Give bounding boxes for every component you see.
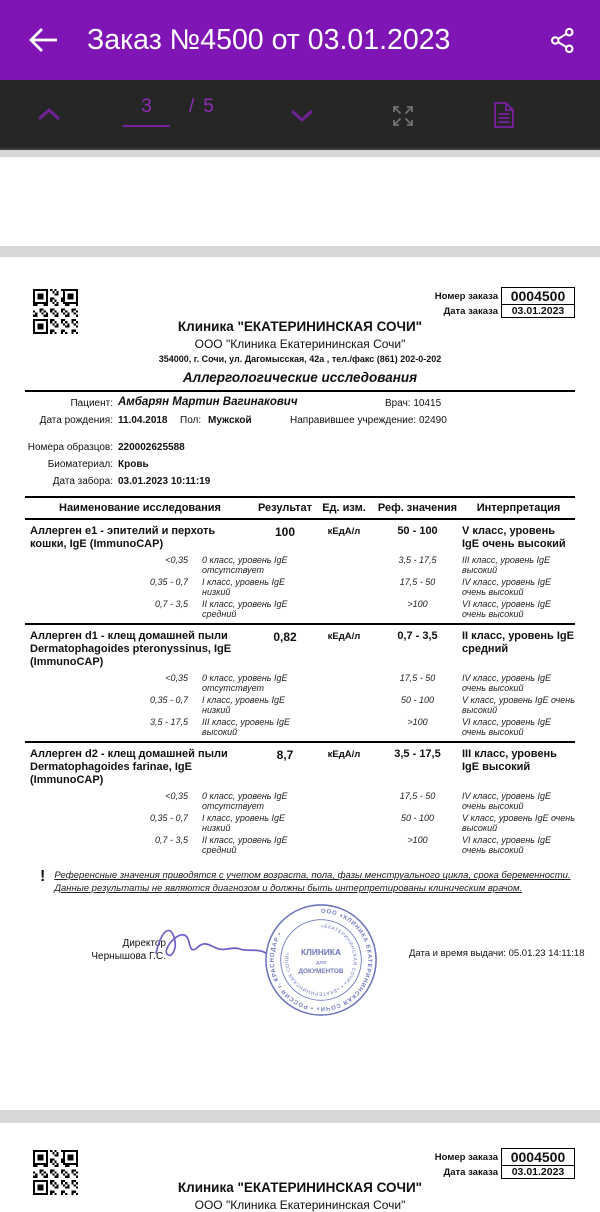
- class-row: [25, 577, 575, 597]
- class-range: 3,5 - 17,5: [149, 717, 188, 727]
- test-name-line: (ImmunoCAP): [30, 774, 104, 786]
- class-range: 0,35 - 0,7: [149, 577, 188, 587]
- class-cell: [25, 695, 373, 715]
- class-range: 0,35 - 0,7: [149, 813, 188, 823]
- order-date-label: Дата заказа: [443, 1167, 498, 1178]
- referral-institution: Направившее учреждение: 02490: [290, 415, 447, 426]
- unit: кЕдА/л: [327, 526, 361, 537]
- class-interpretation: V класс, уровень IgE очень высокий: [462, 695, 575, 715]
- pdf-toolbar: [0, 80, 600, 150]
- class-description: 0 класс, уровень IgE отсутствует: [202, 791, 288, 811]
- order-number-label: Номер заказа: [434, 1151, 498, 1163]
- order-number-label: Номер заказа: [434, 290, 498, 302]
- interpretation: II класс, уровень IgE средний: [462, 630, 574, 655]
- column-header: Интерпретация: [476, 502, 561, 514]
- unit: кЕдА/л: [327, 749, 361, 760]
- class-interpretation: VI класс, уровень IgE очень высокий: [462, 717, 552, 737]
- clinic-address: 354000, г. Сочи, ул. Дагомысская, 42а , тел./факс (861) 202-0-202: [158, 354, 442, 364]
- patient-name: Амбарян Мартин Вагинакович: [118, 396, 298, 408]
- class-reference: >100: [407, 599, 428, 609]
- qr-code: [33, 289, 78, 334]
- class-reference: >100: [407, 717, 428, 727]
- class-range: <0,35: [165, 673, 188, 683]
- order-date-label: Дата заказа: [443, 306, 498, 317]
- class-row: [25, 599, 575, 619]
- clinic-company: ООО "Клиника Екатерининская Сочи": [194, 337, 406, 351]
- class-range: 0,35 - 0,7: [149, 695, 188, 705]
- class-reference: 17,5 - 50: [399, 577, 436, 587]
- class-interpretation: IV класс, уровень IgE очень высокий: [462, 673, 552, 693]
- test-name: [25, 748, 255, 787]
- patient-block: [0, 396, 600, 491]
- biomaterial-value: Кровь: [118, 459, 149, 470]
- class-reference: 3,5 - 17,5: [398, 555, 437, 565]
- collected-label: Дата забора:: [52, 476, 113, 487]
- class-reference: 50 - 100: [400, 813, 435, 823]
- result-value: 100: [274, 525, 296, 539]
- director-role: Директор: [122, 938, 166, 949]
- collected-value: 03.01.2023 10:11:19: [118, 476, 211, 487]
- test-name: [25, 525, 255, 551]
- test-name-line: кошки, IgE (ImmunoCAP): [30, 538, 164, 550]
- thumbnails-icon[interactable]: [492, 101, 516, 129]
- document-header: [0, 1148, 600, 1212]
- class-range: 0,7 - 3,5: [154, 835, 188, 845]
- class-interpretation: VI класс, уровень IgE очень высокий: [462, 599, 552, 619]
- class-cell: [25, 577, 373, 597]
- column-header: Результат: [257, 502, 313, 514]
- document-header: [0, 287, 600, 365]
- signature-area: [0, 901, 600, 1041]
- class-cell: [25, 813, 373, 833]
- class-range: <0,35: [165, 555, 188, 565]
- page-title: Заказ №4500 от 03.01.2023: [87, 23, 451, 56]
- column-header: Наименование исследования: [59, 502, 221, 514]
- class-interpretation: IV класс, уровень IgE очень высокий: [462, 791, 552, 811]
- stamp-inner-text: «ЕКАТЕРИНИНСКАЯ СОЧИ» • «ЕКАТЕРИНИНСКАЯ СОЧИ»: [285, 924, 357, 996]
- patient-label: Пациент:: [70, 398, 113, 409]
- footnote: [40, 869, 575, 895]
- class-reference: >100: [407, 835, 428, 845]
- samples-value: 220002625588: [118, 442, 185, 453]
- class-reference: 17,5 - 50: [399, 673, 436, 683]
- class-interpretation: IV класс, уровень IgE очень высокий: [462, 577, 552, 597]
- results-table: [25, 498, 575, 859]
- test-name-line: Аллерген d2 - клещ домашней пыли: [30, 748, 228, 760]
- page-2-bottom: [0, 157, 600, 246]
- page-3: [0, 257, 600, 1110]
- app-header: [0, 0, 600, 80]
- test-name-line: Dermatophagoides farinae, IgE: [30, 761, 192, 773]
- order-box: [431, 1148, 575, 1179]
- class-description: 0 класс, уровень IgE отсутствует: [202, 673, 288, 693]
- birth-label: Дата рождения:: [39, 415, 113, 426]
- result-value: 8,7: [276, 748, 294, 762]
- class-row: [25, 813, 575, 833]
- allergen-section: [25, 623, 575, 741]
- class-cell: [25, 555, 373, 575]
- page-separator: /: [189, 96, 195, 117]
- report-section-title: Аллергологические исследования: [182, 370, 418, 385]
- clinic-stamp: [262, 901, 380, 1019]
- clinic-name: Клиника "ЕКАТЕРИНИНСКАЯ СОЧИ": [177, 319, 423, 334]
- class-cell: [25, 717, 373, 737]
- sex-value: Мужской: [208, 415, 252, 426]
- class-description: I класс, уровень IgE низкий: [202, 813, 286, 833]
- order-number-value: 0004500: [501, 1148, 575, 1166]
- allergen-section: [25, 520, 575, 623]
- class-reference: 17,5 - 50: [399, 791, 436, 801]
- pdf-viewer[interactable]: [0, 157, 600, 1212]
- interpretation: III класс, уровень IgE высокий: [462, 748, 557, 773]
- column-header: Ед. изм.: [322, 502, 366, 514]
- reference-range: 3,5 - 17,5: [394, 748, 441, 760]
- test-name-line: Dermatophagoides pteronyssinus, IgE: [30, 643, 232, 655]
- divider: [25, 390, 575, 392]
- clinic-company: ООО "Клиника Екатерининская Сочи": [194, 1198, 406, 1212]
- page-4-top: [0, 1123, 600, 1212]
- stamp-center-1: КЛИНИКА: [300, 947, 342, 958]
- class-row: [25, 717, 575, 737]
- result-value: 0,82: [273, 630, 297, 644]
- birth-date: 11.04.2018: [118, 415, 168, 426]
- result-row: [25, 522, 575, 553]
- issue-datetime: Дата и время выдачи: 05.01.23 14:11:18: [409, 948, 585, 959]
- back-icon[interactable]: [26, 26, 60, 54]
- total-pages: 5: [203, 96, 214, 117]
- class-description: I класс, уровень IgE низкий: [202, 577, 286, 597]
- class-description: II класс, уровень IgE средний: [202, 599, 288, 619]
- class-cell: [25, 599, 373, 619]
- stamp-outer-text: ООО «КЛИНИКА ЕКАТЕРИНИНСКАЯ СОЧИ» • РОССИЯ г. КРАСНОДАР •: [269, 908, 373, 1012]
- class-range: 0,7 - 3,5: [154, 599, 188, 609]
- director-name: Чернышова Г.С.: [91, 951, 166, 962]
- reference-range: 0,7 - 3,5: [397, 630, 438, 642]
- reference-range: 50 - 100: [397, 525, 438, 537]
- qr-code: [33, 1150, 78, 1195]
- footnote-line: Данные результаты не являются диагнозом и должны быть интерпретированы клиническим врачом.: [54, 883, 523, 894]
- interpretation: V класс, уровень IgE очень высокий: [462, 525, 566, 550]
- class-description: III класс, уровень IgE высокий: [202, 717, 291, 737]
- footnote-line: Референсные значения приводятся с учетом возраста, пола, фазы менструального цикла, срока беременности.: [54, 870, 571, 881]
- order-date-value: 03.01.2023: [501, 1165, 575, 1179]
- biomaterial-label: Биоматериал:: [47, 459, 113, 470]
- table-header-row: [25, 498, 575, 520]
- current-page-input[interactable]: 3: [123, 96, 170, 127]
- test-name-line: Аллерген d1 - клещ домашней пыли: [30, 630, 228, 642]
- class-range: <0,35: [165, 791, 188, 801]
- class-description: II класс, уровень IgE средний: [202, 835, 288, 855]
- unit: кЕдА/л: [327, 631, 361, 642]
- page-up-icon[interactable]: [36, 107, 62, 122]
- stamp-center-2: для: [315, 959, 327, 966]
- allergen-section: [25, 741, 575, 859]
- class-row: [25, 673, 575, 693]
- test-name: [25, 630, 255, 669]
- fullscreen-icon[interactable]: [390, 103, 416, 129]
- share-icon[interactable]: [549, 27, 576, 54]
- result-row: [25, 745, 575, 789]
- class-row: [25, 695, 575, 715]
- page-down-icon[interactable]: [289, 108, 315, 123]
- class-interpretation: V класс, уровень IgE очень высокий: [462, 813, 575, 833]
- class-cell: [25, 791, 373, 811]
- order-box: [431, 287, 575, 318]
- class-description: I класс, уровень IgE низкий: [202, 695, 286, 715]
- doctor: Врач: 10415: [385, 398, 442, 409]
- result-row: [25, 627, 575, 671]
- stamp-center-3: ДОКУМЕНТОВ: [298, 967, 344, 975]
- class-interpretation: VI класс, уровень IgE очень высокий: [462, 835, 552, 855]
- clinic-name: Клиника "ЕКАТЕРИНИНСКАЯ СОЧИ": [177, 1180, 423, 1195]
- order-date-value: 03.01.2023: [501, 304, 575, 318]
- class-reference: 50 - 100: [400, 695, 435, 705]
- class-row: [25, 835, 575, 855]
- class-row: [25, 555, 575, 575]
- order-number-value: 0004500: [501, 287, 575, 305]
- samples-label: Номера образцов:: [27, 442, 113, 453]
- class-description: 0 класс, уровень IgE отсутствует: [202, 555, 288, 575]
- column-header: Реф. значения: [377, 502, 458, 514]
- class-row: [25, 791, 575, 811]
- test-name-line: Аллерген e1 - эпителий и перхоть: [30, 525, 216, 537]
- page-indicator: [123, 96, 214, 127]
- class-cell: [25, 673, 373, 693]
- test-name-line: (ImmunoCAP): [30, 656, 104, 668]
- sex-label: Пол:: [180, 415, 202, 426]
- signature-scribble: [152, 917, 270, 969]
- class-interpretation: III класс, уровень IgE высокий: [462, 555, 551, 575]
- exclamation-mark: !: [40, 868, 46, 885]
- class-cell: [25, 835, 373, 855]
